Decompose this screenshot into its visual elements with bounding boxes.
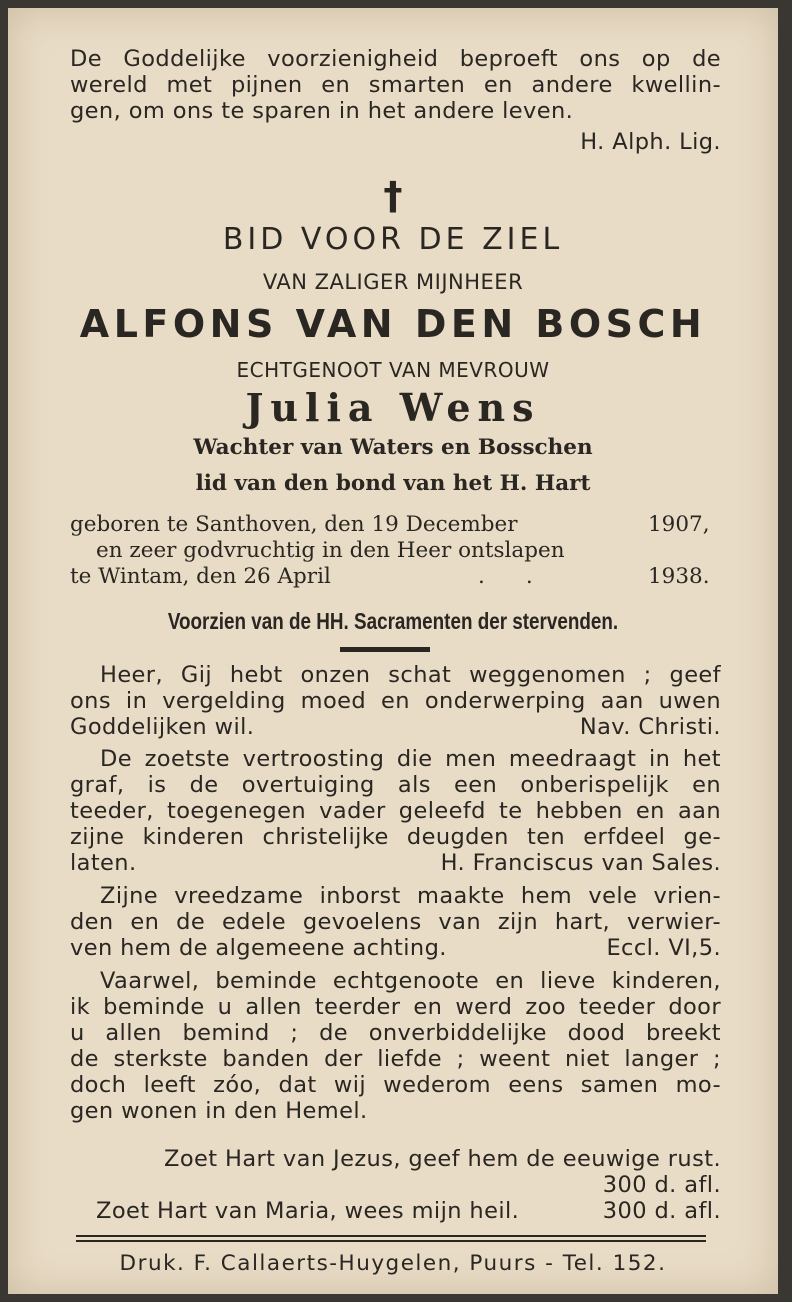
p3-line-3: ven hem de algemeene achting. [70, 935, 447, 961]
p2-line-3: teeder, toegenegen vader geleefd te hebben en aan [70, 798, 721, 824]
death-text: te Wintam, den 26 April [70, 564, 331, 589]
p1-line-1: Heer, Gij hebt onzen schat weggenomen ; geef [100, 662, 721, 688]
death-line-1: en zeer godvruchtig in den Heer ontslapen [96, 538, 565, 563]
p3-line-2: den en de edele gevoelens van zijn hart, verwier- [70, 909, 721, 935]
birth-year: 1907, [648, 512, 710, 537]
prayer-1: Zoet Hart van Jezus, geef hem de eeuwige rust. [164, 1146, 721, 1172]
p2-line-4: zijne kinderen christelijke deugden ten erfdeel ge- [70, 824, 721, 850]
p2-attribution: H. Franciscus van Sales. [440, 850, 721, 876]
heading: BID VOOR DE ZIEL [222, 222, 564, 257]
spouse-name: Julia Wens [245, 385, 541, 430]
printer-credit: Druk. F. Callaerts-Huygelen, Puurs - Tel. 152. [119, 1251, 667, 1276]
p4-line-6: gen wonen in den Hemel. [70, 1098, 368, 1124]
footer-rule-2 [76, 1240, 706, 1242]
p4-line-5: doch leeft zóo, dat wij wederom eens samen mo- [70, 1072, 721, 1098]
deceased-name: ALFONS VAN DEN BOSCH [79, 302, 707, 346]
sacraments: Voorzien van de HH. Sacramenten der stervenden. [167, 608, 619, 634]
quote-top-line-3: gen, om ons te sparen in het andere leven. [70, 98, 574, 124]
cross-icon: † [383, 174, 403, 218]
memorial-card [8, 8, 778, 1294]
p1-attribution: Nav. Christi. [579, 714, 721, 740]
prayer-2: Zoet Hart van Maria, wees mijn heil. [96, 1198, 520, 1224]
p1-line-2: ons in vergelding moed en onderwerping aan uwen [70, 688, 721, 714]
prayer-1-indulgence: 300 d. afl. [602, 1172, 721, 1198]
death-dots: . . [478, 564, 533, 589]
subheading: VAN ZALIGER MIJNHEER [262, 270, 524, 294]
quote-top-attribution: H. Alph. Lig. [580, 129, 721, 155]
p3-attribution: Eccl. VI,5. [606, 935, 721, 961]
quote-top-line-2: wereld met pijnen en smarten en andere kwellin- [70, 72, 721, 98]
footer-rule-1 [76, 1235, 706, 1237]
membership: lid van den bond van het H. Hart [195, 471, 591, 496]
p4-line-2: ik beminde u allen teerder en werd zoo teeder door [70, 994, 721, 1020]
p1-line-3: Goddelijken wil. [70, 714, 255, 740]
p2-line-2: graf, is de overtuiging als een onberispelijk en [70, 772, 721, 798]
birth-text: geboren te Santhoven, den 19 December [70, 512, 518, 537]
p4-line-4: de sterkste banden der liefde ; weent niet langer ; [70, 1046, 721, 1072]
spouse-label: ECHTGENOOT VAN MEVROUW [236, 358, 550, 382]
prayer-2-indulgence: 300 d. afl. [602, 1198, 721, 1224]
p2-line-1: De zoetste vertroosting die men meedraagt in het [100, 746, 721, 772]
p3-line-1: Zijne vreedzame inborst maakte hem vele vrien- [100, 883, 721, 909]
quote-top-line-1: De Goddelijke voorzienigheid beproeft ons op de [70, 46, 721, 72]
p4-line-3: u allen bemind ; de onverbiddelijke dood breekt [70, 1020, 721, 1046]
divider [340, 647, 430, 652]
p2-line-5: laten. [70, 850, 137, 876]
death-year: 1938. [648, 564, 710, 589]
p4-line-1: Vaarwel, beminde echtgenoote en lieve kinderen, [100, 968, 721, 994]
occupation: Wachter van Waters en Bosschen [193, 435, 593, 460]
